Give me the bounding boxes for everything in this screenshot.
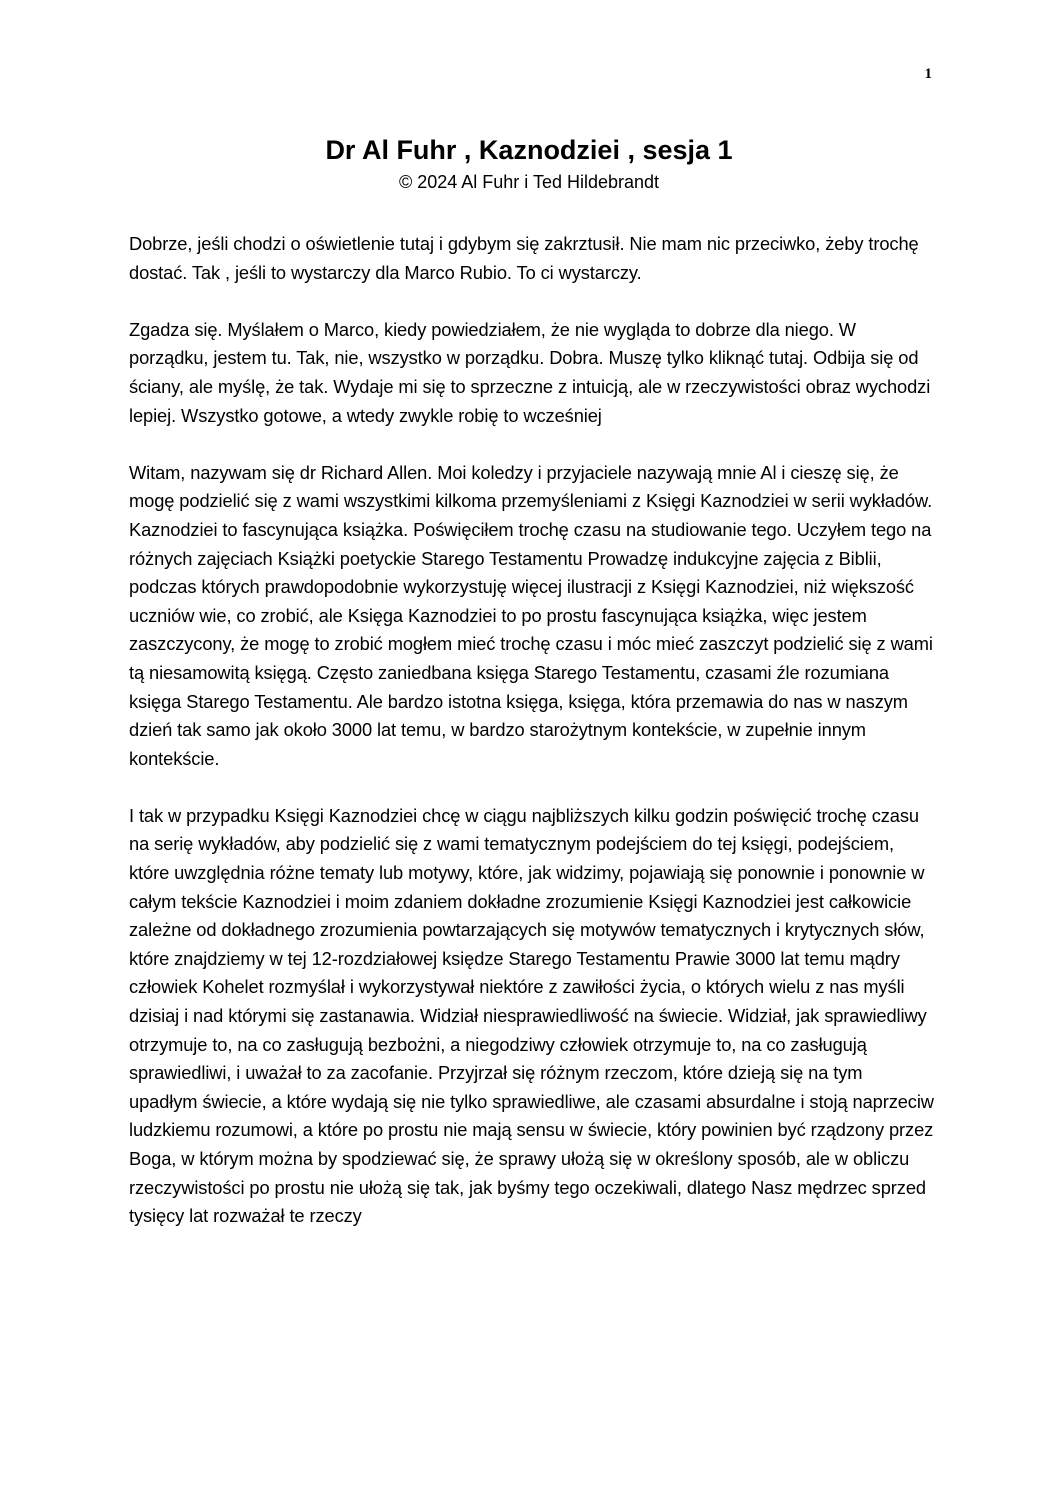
document-header [0, 132, 1058, 194]
paragraph-4: I tak w przypadku Księgi Kaznodziei chcę w ciągu najbliższych kilku godzin poświęcić trochę czasu na serię wykładów, aby podzielić się z wami tematycznym podejściem do tej księgi, podejściem, które uwzględnia różne tematy lub motywy, które, jak widzimy, pojawiają się ponownie i ponownie w całym tekście Kaznodziei i moim zdaniem dokładne zrozumienie Księgi Kaznodziei jest całkowicie zależne od dokładnego zrozumienia powtarzających się motywów tematycznych i krytycznych słów, które znajdziemy w tej 12-rozdziałowej księdze Starego Testamentu Prawie 3000 lat temu mądry człowiek Kohelet rozmyślał i wykorzystywał niektóre z zawiłości życia, o których wielu z nas myśli dzisiaj i nad którymi się zastanawia. Widział niesprawiedliwość na świecie. Widział, jak sprawiedliwy otrzymuje to, na co zasługują bezbożni, a niegodziwy człowiek otrzymuje to, na co zasługują sprawiedliwi, i uważał to za zacofanie. Przyjrzał się różnym rzeczom, które dzieją się na tym upadłym świecie, a które wydają się nie tylko sprawiedliwe, ale czasami absurdalne i stoją naprzeciw ludzkiemu rozumowi, a które po prostu nie mają sensu w świecie, który powinien być rządzony przez Boga, w którym można by spodziewać się, że sprawy ułożą się w określony sposób, ale w obliczu rzeczywistości po prostu nie ułożą się tak, jak byśmy tego oczekiwali, dlatego Nasz mędrzec sprzed tysięcy lat rozważał te rzeczy [129, 804, 934, 1227]
paragraph-1: Dobrze, jeśli chodzi o oświetlenie tutaj i gdybym się zakrztusił. Nie mam nic przeciwko, żeby trochę dostać. Tak , jeśli to wystarczy dla Marco Rubio. To ci wystarczy. [129, 233, 919, 283]
page-number: 1 [924, 66, 932, 82]
paragraph-3: Witam, nazywam się dr Richard Allen. Moi koledzy i przyjaciele nazywają mnie Al i cieszę się, że mogę podzielić się z wami wszystkimi kilkoma przemyśleniami z Księgi Kaznodziei w serii wykładów. Kaznodziei to fascynująca książka. Poświęciłem trochę czasu na studiowanie tego. Uczyłem tego na różnych zajęciach Książki poetyckie Starego Testamentu Prowadzę indukcyjne zajęcia z Biblii, podczas których prawdopodobnie wykorzystuję więcej ilustracji z Księgi Kaznodziei, niż większość uczniów wie, co zrobić, ale Księga Kaznodziei to po prostu fascynująca książka, więc jestem zaszczycony, że mogę to zrobić mogłem mieć trochę czasu i móc mieć zaszczyt podzielić się z wami tą niesamowitą księgą. Często zaniedbana księga Starego Testamentu, czasami źle rozumiana księga Starego Testamentu. Ale bardzo istotna księga, księga, która przemawia do nas w naszym dzień tak samo jak około 3000 lat temu, w bardzo starożytnym kontekście, w zupełnie innym kontekście. [129, 461, 933, 769]
document-title: Dr Al Fuhr , Kaznodziei , sesja 1 [325, 135, 733, 165]
paragraph-2: Zgadza się. Myślałem o Marco, kiedy powiedziałem, że nie wygląda to dobrze dla niego. W porządku, jestem tu. Tak, nie, wszystko w porządku. Dobra. Muszę tylko kliknąć tutaj. Odbija się od ściany, ale myślę, że tak. Wydaje mi się to sprzeczne z intuicją, ale w rzeczywistości obraz wychodzi lepiej. Wszystko gotowe, a wtedy zwykle robię to wcześniej [129, 318, 931, 426]
copyright-line: © 2024 Al Fuhr i Ted Hildebrandt [398, 172, 660, 192]
document-body [129, 230, 935, 1259]
